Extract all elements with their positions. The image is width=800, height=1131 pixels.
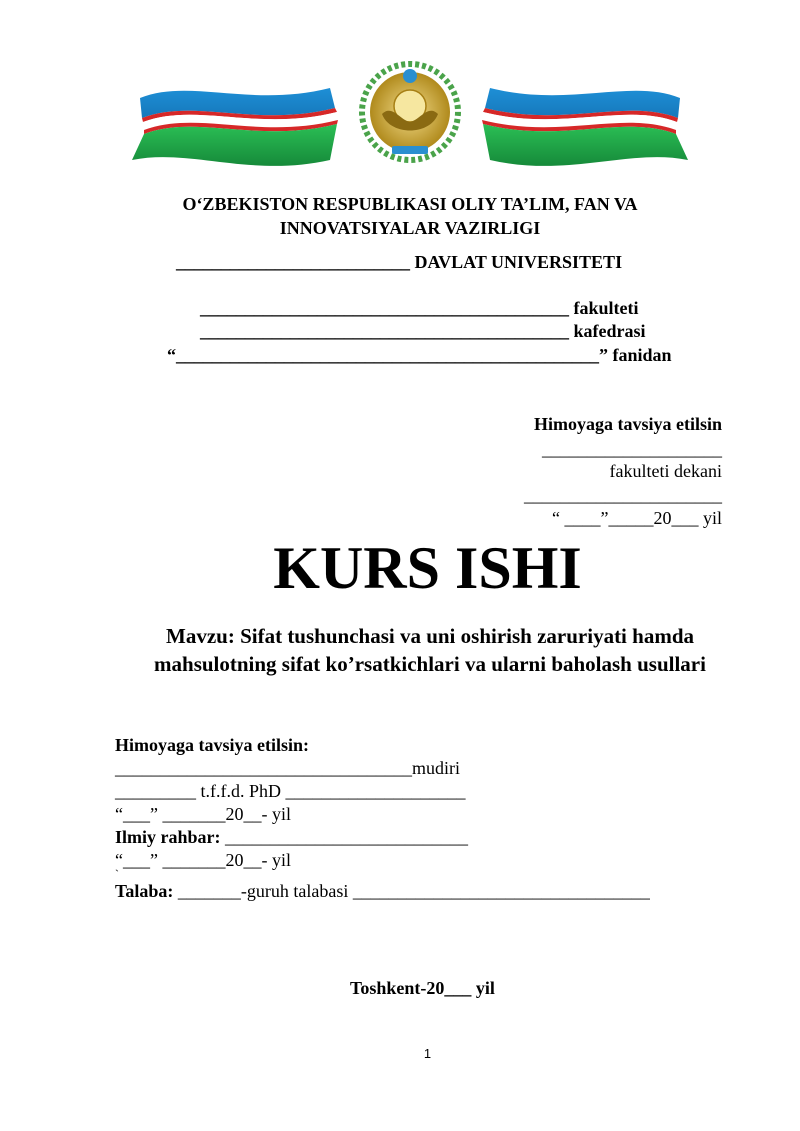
advisor-line (115, 826, 468, 848)
flag-right (482, 88, 688, 166)
department-blank: _________________________________________ (200, 321, 569, 341)
topic-line2: mahsulotning sifat ko’rsatkichlari va ularni baholash usullari (154, 652, 706, 676)
student-line (115, 880, 650, 902)
department-head-suffix: mudiri (412, 758, 460, 778)
university-line (176, 251, 622, 273)
subject-blank: _______________________________________________ (176, 345, 599, 365)
faculty-line (200, 297, 639, 319)
student-label: Talaba: (115, 881, 174, 901)
approval-right-line2: ______________________ (524, 485, 722, 505)
date-line-1: “___” _______20__- yil (115, 804, 291, 824)
department-head-blank: _________________________________ (115, 758, 412, 778)
advisor-blank: ___________________________ (220, 827, 468, 847)
topic (100, 622, 760, 678)
department-head-line (115, 757, 460, 779)
approval-right-line1: ____________________ (542, 439, 722, 459)
flag-left (132, 88, 338, 166)
subject-open-quote: “ (167, 345, 176, 365)
approval-left-heading: Himoyaga tavsiya etilsin: (115, 735, 309, 755)
university-blank: __________________________ (176, 252, 410, 272)
university-suffix: DAVLAT UNIVERSITETI (410, 252, 623, 272)
document-title: KURS ISHI (273, 535, 582, 601)
student-text: _______-guruh talabasi _________________________________ (173, 881, 650, 901)
degree-line: _________ t.f.f.d. PhD ____________________ (115, 781, 466, 801)
ministry-title-line2: INNOVATSIYALAR VAZIRLIGI (279, 218, 541, 238)
dean-label: fakulteti dekani (609, 461, 722, 481)
department-line (200, 320, 646, 342)
emblem-banner (130, 60, 690, 170)
date-line-2: “___” _______20__- yil (115, 850, 291, 870)
faculty-suffix: fakulteti (569, 298, 639, 318)
state-emblem-icon (358, 60, 462, 164)
approval-right-date: “ ____”_____20___ yil (552, 508, 722, 528)
page-number: 1 (423, 1046, 432, 1061)
subject-line (167, 344, 672, 366)
faculty-blank: _________________________________________ (200, 298, 569, 318)
ministry-title-line1: O‘ZBEKISTON RESPUBLIKASI OLIY TA’LIM, FAN VA (182, 194, 638, 214)
stray-tick: ` (115, 867, 119, 881)
approval-right-heading: Himoyaga tavsiya etilsin (534, 414, 722, 434)
subject-suffix: ” fanidan (599, 345, 672, 365)
advisor-label: Ilmiy rahbar: (115, 827, 221, 847)
department-suffix: kafedrasi (569, 321, 646, 341)
topic-line1: Mavzu: Sifat tushunchasi va uni oshirish zaruriyati hamda (166, 624, 694, 648)
city-year: Toshkent-20___ yil (350, 978, 495, 998)
